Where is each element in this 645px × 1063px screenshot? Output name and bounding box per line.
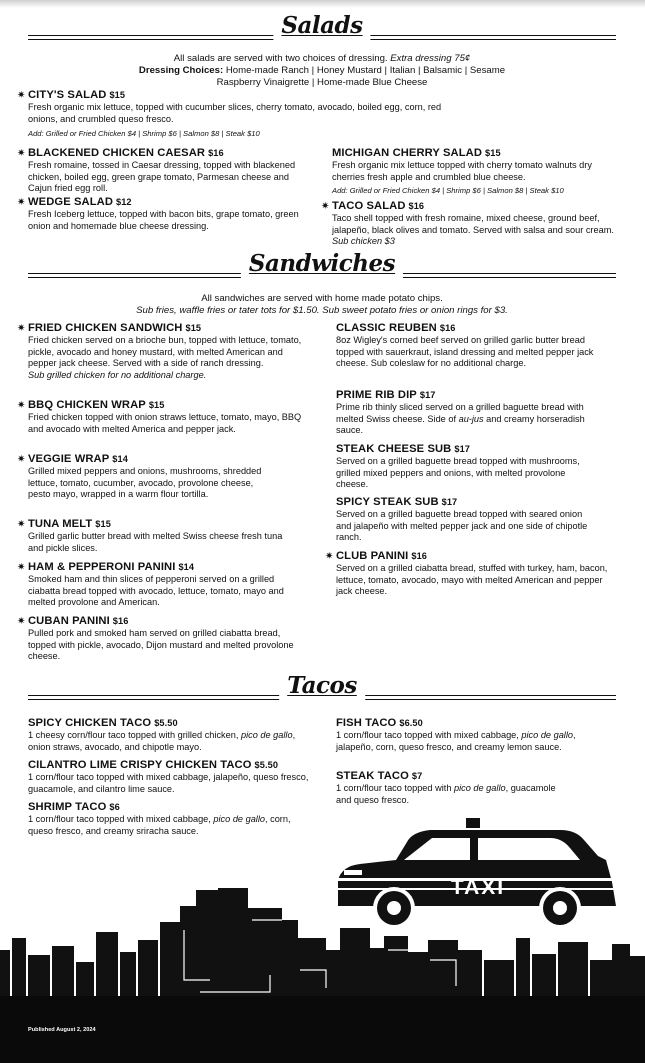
sandwiches-header: [28, 252, 616, 282]
menu-item: ✷ BLACKENED CHICKEN CAESAR $16 Fresh romaine, tossed in Caesar dressing, topped with blackened chicken, boiled egg, green grape tomato, Parmesan cheese and Cajun fried egg roll.: [17, 147, 296, 194]
menu-item: CLASSIC REUBEN $16 8oz Wigley's corned beef served on grilled garlic butter bread topped with sauerkraut, island dressing and melted pepper jack cheese. Sub coleslaw for no additional charge.: [336, 322, 594, 369]
salads-intro: All salads are served with two choices of dressing. Extra dressing 75¢ Dressing Choices: Home-made Ranch | Honey Mustard | Italian | Balsamic | Sesame Raspberry Vinaigrette | Home-made Blue Cheese: [138, 53, 506, 88]
menu-item: SPICY STEAK SUB $17 Served on a grilled baguette bread topped with seared onion and jalapeño with melted pepper jack and one side of chipotle ranch.: [336, 496, 588, 543]
menu-item: MICHIGAN CHERRY SALAD $15 Fresh organic mix lettuce topped with cherry tomato walnuts dry cherries fresh apple and crumbled blue cheese. Add: Grilled or Fried Chicken $4 | Shrimp $6 | Salmon $8 | Steak $10: [332, 147, 592, 196]
menu-item: ✷ WEDGE SALAD $12 Fresh Iceberg lettuce, topped with bacon bits, grape tomato, green onion and homemade blue cheese dressing.: [17, 196, 299, 231]
tacos-title: Tacos: [279, 672, 365, 700]
footer: [0, 996, 645, 1063]
menu-item: SPICY CHICKEN TACO $5.50 1 cheesy corn/flour taco topped with grilled chicken, pico de gallo, onion straws, avocado, and chipotle mayo.: [28, 717, 296, 752]
taxi-icon: [338, 818, 616, 929]
menu-item: STEAK CHEESE SUB $17 Served on a grilled baguette bread topped with mushrooms, grilled mixed peppers and onions, with melted provolone cheese.: [336, 443, 580, 490]
top-shadow: [0, 0, 645, 8]
menu-item: ✷ CLUB PANINI $16 Served on a grilled ciabatta bread, stuffed with turkey, ham, bacon, lettuce, tomato, avocado, mayo with melted American and pepper jack cheese.: [325, 550, 608, 597]
sandwiches-intro: All sandwiches are served with home made potato chips. Sub fries, waffle fries or tater tots for $1.50. Sub sweet potato fries or onion rings for $3.: [136, 293, 508, 316]
sandwiches-title: Sandwiches: [241, 250, 403, 278]
menu-item: ✷ HAM & PEPPERONI PANINI $14 Smoked ham and thin slices of pepperoni served on a grilled ciabatta bread topped with avocado, lettuce, tomato, mayo and melted provolone and American.: [17, 561, 284, 608]
menu-item: SHRIMP TACO $6 1 corn/flour taco topped with mixed cabbage, pico de gallo, corn, queso fresco, and creamy sriracha sauce.: [28, 801, 291, 836]
menu-item: ✷ VEGGIE WRAP $14 Grilled mixed peppers and onions, mushrooms, shredded lettuce, tomato, cucumber, avocado, provolone cheese, pesto mayo, wrapped in a warm flour tortilla.: [17, 453, 262, 500]
menu-item: CILANTRO LIME CRISPY CHICKEN TACO $5.50 1 corn/flour taco topped with mixed cabbage, jalapeño, queso fresco, guacamole, and cilantro lime sauce.: [28, 759, 309, 794]
menu-item: ✷ CUBAN PANINI $16 Pulled pork and smoked ham served on grilled ciabatta bread, topped with pickle, avocado, Dijon mustard and melted provolone cheese.: [17, 615, 294, 662]
menu-item: PRIME RIB DIP $17 Prime rib thinly sliced served on a grilled baguette bread with melted Swiss cheese. Side of au-jus and creamy horseradish sauce.: [336, 389, 585, 436]
menu-item: FISH TACO $6.50 1 corn/flour taco topped with mixed cabbage, pico de gallo, jalapeño, corn, queso fresco, and creamy lemon sauce.: [336, 717, 576, 752]
salads-header: [28, 14, 616, 44]
menu-item: ✷ TUNA MELT $15 Grilled garlic butter bread with melted Swiss cheese fresh tuna and pickle slices.: [17, 518, 283, 553]
tacos-header: [28, 674, 616, 704]
menu-item: ✷ CITY'S SALAD $15 Fresh organic mix lettuce, topped with cucumber slices, cherry tomato, avocado, boiled egg, corn, red onions, and crumbled queso fresco. Add: Grilled or Fried Chicken $4 | Shrimp $6 | Salmon $8 | Steak $10: [17, 89, 442, 139]
skyline-taxi-illustration: [0, 810, 645, 1000]
published-date: Published August 2, 2024: [28, 1027, 96, 1033]
menu-item: ✷ BBQ CHICKEN WRAP $15 Fried chicken topped with onion straws lettuce, tomato, mayo, BBQ and avocado with melted America and pepper jack.: [17, 399, 302, 434]
menu-item: ✷ FRIED CHICKEN SANDWICH $15 Fried chicken served on a brioche bun, topped with lettuce, tomato, pickle, avocado and honey mustard, with melted American and pepper jack cheese. Served with a side of ranch dressing. Sub grilled chicken for no additional charge.: [17, 322, 302, 380]
menu-item: ✷ TACO SALAD $16 Taco shell topped with fresh romaine, mixed cheese, ground beef, jalapeño, black olives and tomato. Served with salsa and sour cream. Sub chicken $3: [321, 200, 614, 247]
salads-title: Salads: [273, 12, 370, 40]
menu-item: STEAK TACO $7 1 corn/flour taco topped with pico de gallo, guacamole and queso fresco.: [336, 770, 556, 805]
taxi-label: TAXI: [450, 876, 506, 899]
